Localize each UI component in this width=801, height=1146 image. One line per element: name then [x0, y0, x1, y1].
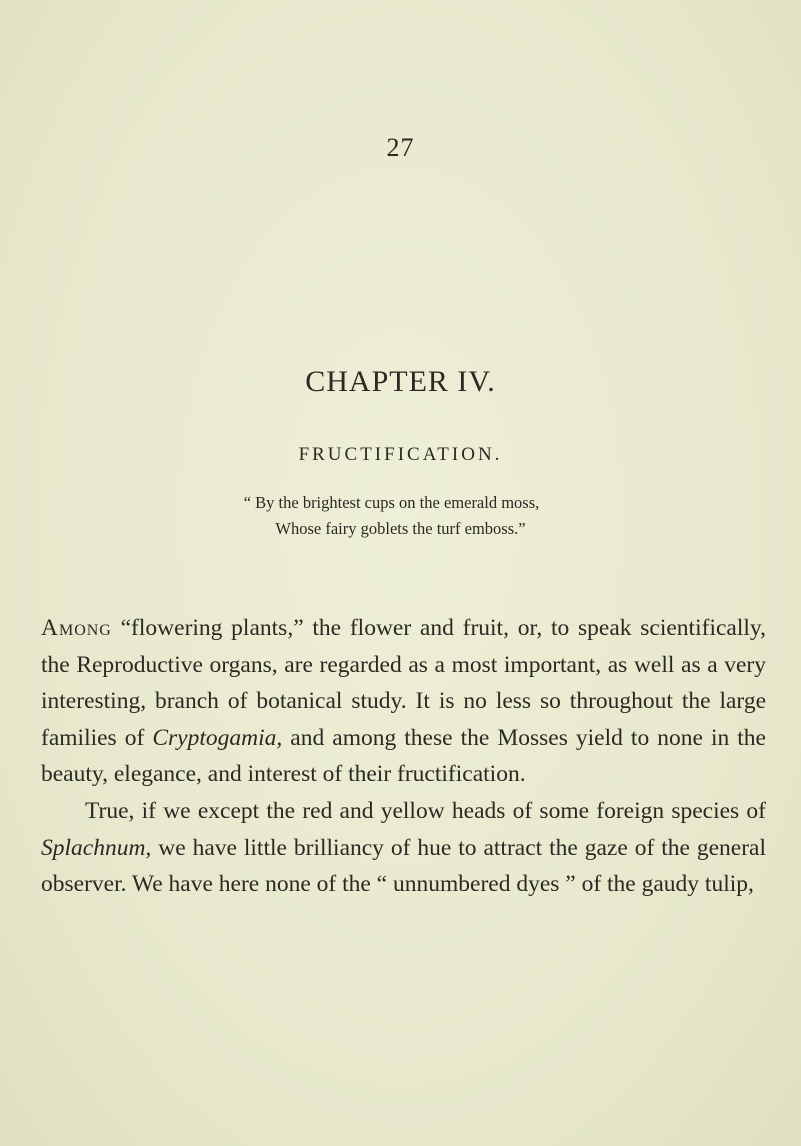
section-title: FRUCTIFICATION.	[298, 444, 503, 465]
epigraph-line-1: “ By the brightest cups on the emerald moss,	[243, 493, 540, 512]
body-text	[41, 610, 766, 903]
epigraph-line-2: Whose fairy goblets the turf emboss.”	[275, 519, 526, 538]
paragraph-2-text-1: True, if we except the red and yellow heads of some foreign species of	[85, 797, 766, 824]
epigraph	[0, 490, 801, 542]
paragraph-1-lead: Among	[41, 615, 112, 641]
paragraph-2-text-2: we have little brilliancy of hue to attract the gaze of the general observer. We have here none of the “ unnumbered dyes ” of the gaudy tulip,	[41, 834, 766, 898]
paragraph-1-text-1: “flowering plants,” the flower and fruit, or, to speak scientifically, the Reproductive organs, are regarded as a most important, as well as a very interesting, branch of botanical study. It is no less so throughout the large families of	[41, 615, 766, 751]
chapter-title: CHAPTER IV.	[305, 365, 496, 398]
paragraph-2	[41, 793, 766, 903]
page-number: 27	[386, 133, 415, 162]
paragraph-1-italic-1: Cryptogamia,	[152, 724, 283, 751]
paragraph-2-italic-1: Splachnum,	[41, 834, 152, 861]
paragraph-1-text-2: and among these the Mosses yield to none in the beauty, elegance, and interest of their fructification.	[41, 724, 766, 788]
paragraph-1	[41, 610, 766, 793]
